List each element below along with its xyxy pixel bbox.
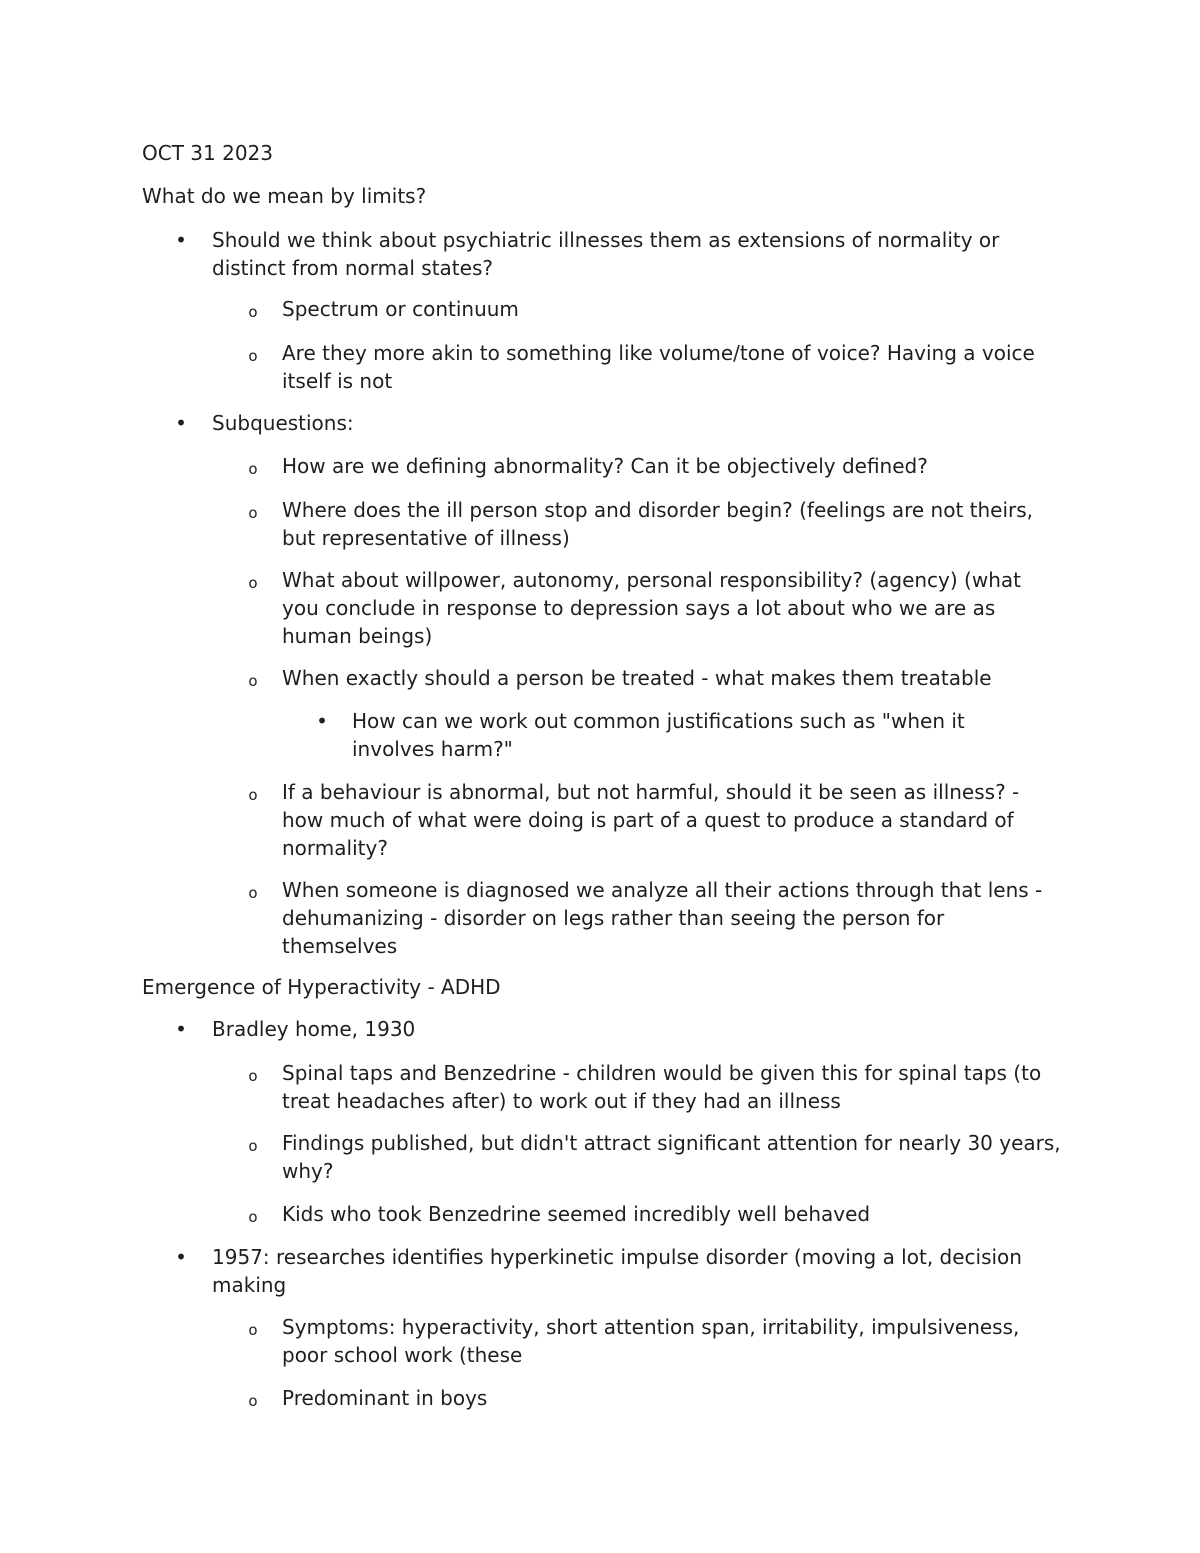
sub-bullet-icon: o [248,1321,258,1339]
sub-bullet-icon: o [248,1067,258,1085]
list-item-text: Kids who took Benzedrine seemed incredibly well behaved [282,1202,871,1226]
sub-bullet-icon: o [248,574,258,592]
section-heading-limits: What do we mean by limits? [142,184,427,208]
sub-bullet-icon: o [248,504,258,522]
list-item-text: Spectrum or continuum [282,297,519,321]
list-item-text: When exactly should a person be treated - what makes them treatable [282,666,992,690]
list-item-text: How are we defining abnormality? Can it be objectively defined? [282,454,928,478]
list-item-text: Findings published, but didn't attract significant attention for nearly 30 years, why? [282,1131,1061,1183]
bullet-icon: • [316,709,328,733]
list-item-text: Bradley home, 1930 [212,1017,416,1041]
list-item-text: Predominant in boys [282,1386,488,1410]
list-item-text: If a behaviour is abnormal, but not harmful, should it be seen as illness? - how much of what were doing is part of a quest to produce a standard of normality? [282,780,1020,860]
sub-bullet-icon: o [248,672,258,690]
date-line: OCT 31 2023 [142,141,273,165]
sub-bullet-icon: o [248,786,258,804]
bullet-icon: • [175,411,187,435]
list-item-text: 1957: researches identifies hyperkinetic impulse disorder (moving a lot, decision making [212,1245,1022,1297]
list-item-text: Spinal taps and Benzedrine - children would be given this for spinal taps (to treat headaches after) to work out if they had an illness [282,1061,1042,1113]
list-item-text: What about willpower, autonomy, personal responsibility? (agency) (what you conclude in response to depression says a lot about who we are as human beings) [282,568,1021,648]
list-item-text: Are they more akin to something like volume/tone of voice? Having a voice itself is not [282,341,1035,393]
list-item-text: Where does the ill person stop and disorder begin? (feelings are not theirs, but representative of illness) [282,498,1034,550]
sub-bullet-icon: o [248,347,258,365]
sub-bullet-icon: o [248,460,258,478]
section-heading-adhd: Emergence of Hyperactivity - ADHD [142,975,501,999]
sub-bullet-icon: o [248,1208,258,1226]
bullet-icon: • [175,1245,187,1269]
bullet-icon: • [175,228,187,252]
list-item-text: Should we think about psychiatric illnesses them as extensions of normality or distinct from normal states? [212,228,1000,280]
list-item-text: Symptoms: hyperactivity, short attention span, irritability, impulsiveness, poor school work (these [282,1315,1020,1367]
sub-bullet-icon: o [248,1392,258,1410]
sub-bullet-icon: o [248,303,258,321]
bullet-icon: • [175,1017,187,1041]
list-item-text: Subquestions: [212,411,354,435]
sub-bullet-icon: o [248,1137,258,1155]
list-item-text: When someone is diagnosed we analyze all their actions through that lens - dehumanizing - disorder on legs rather than seeing the person for themselves [282,878,1043,958]
list-item-text: How can we work out common justifications such as "when it involves harm?" [352,709,965,761]
sub-bullet-icon: o [248,884,258,902]
